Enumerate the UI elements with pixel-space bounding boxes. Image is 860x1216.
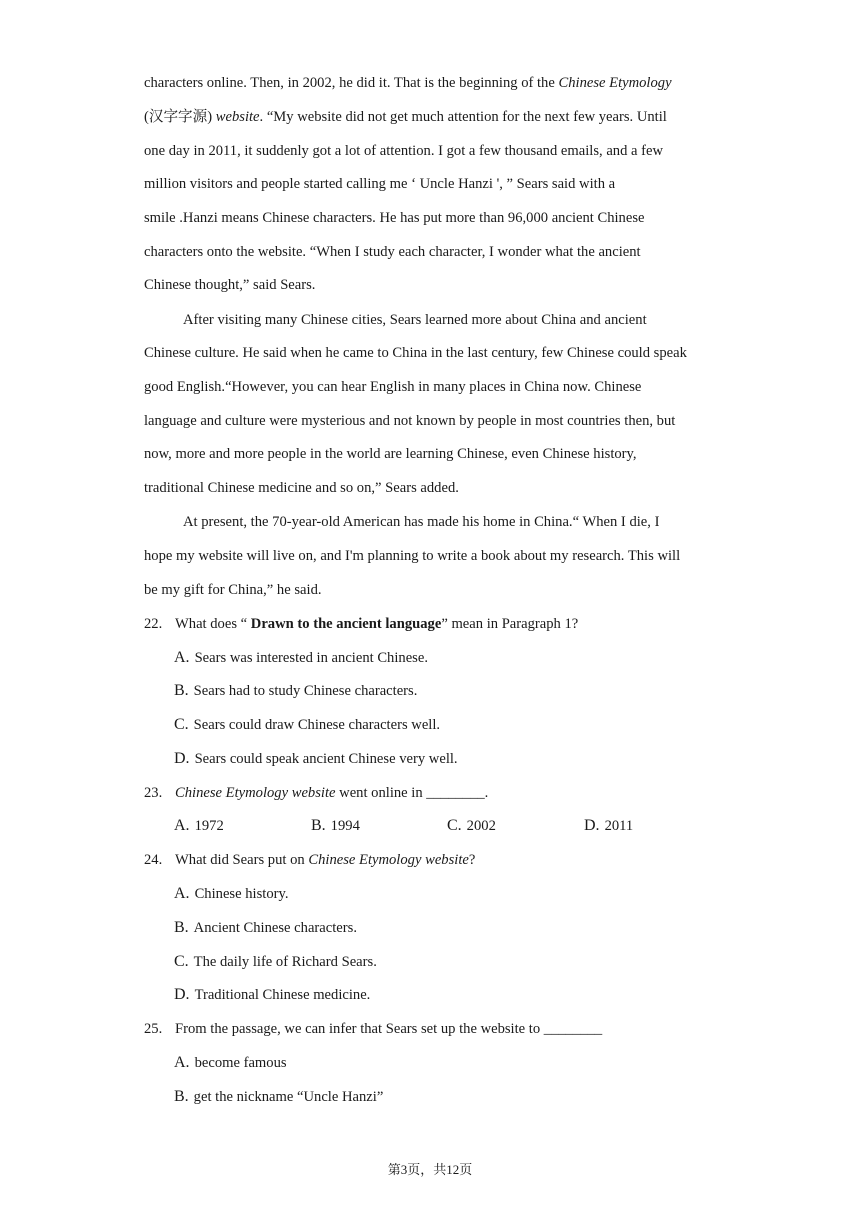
passage-line: be my gift for China,” he said. <box>144 582 322 598</box>
passage-line: good English.“However, you can hear English in many places in China now. Chinese <box>144 379 642 395</box>
option-24-b[interactable] <box>174 911 357 945</box>
option-22-b[interactable] <box>174 674 417 708</box>
passage-line: one day in 2011, it suddenly got a lot of attention. I got a few thousand emails, and a few <box>144 143 664 159</box>
passage-line: traditional Chinese medicine and so on,” Sears added. <box>144 480 459 496</box>
option-label: D. <box>174 986 190 1003</box>
option-text: Ancient Chinese characters. <box>193 920 357 936</box>
question-text: ? <box>468 852 476 868</box>
option-text: become famous <box>194 1055 287 1071</box>
italic-title: Chinese Etymology website <box>175 785 336 801</box>
question-number: 22. <box>144 616 163 632</box>
passage-line <box>144 66 672 100</box>
option-text: 2002 <box>466 818 496 834</box>
option-24-d[interactable] <box>174 978 370 1012</box>
question-text: What did Sears put on <box>175 852 309 868</box>
italic-title: Chinese Etymology website <box>308 852 469 868</box>
option-label: D. <box>174 750 190 767</box>
question-24 <box>144 843 475 877</box>
page-footer: 第3页，共12页 <box>387 1162 473 1177</box>
option-label: C. <box>174 953 189 970</box>
italic-title: website <box>215 109 260 125</box>
passage-line: characters onto the website. “When I study each character, I wonder what the ancient <box>144 244 641 260</box>
option-25-a[interactable] <box>174 1046 287 1080</box>
question-25 <box>144 1012 602 1046</box>
option-23-c[interactable] <box>447 809 496 843</box>
question-text: From the passage, we can infer that Sears set up the website to ________ <box>175 1021 603 1037</box>
option-label: B. <box>174 1088 189 1105</box>
option-text: Chinese history. <box>194 886 289 902</box>
question-number: 24. <box>144 852 163 868</box>
option-24-a[interactable] <box>174 877 288 911</box>
option-label: B. <box>174 682 189 699</box>
passage-line: smile .Hanzi means Chinese characters. He has put more than 96,000 ancient Chinese <box>144 210 645 226</box>
option-22-c[interactable] <box>174 708 440 742</box>
option-23-d[interactable] <box>584 809 633 843</box>
option-label: A. <box>174 1054 190 1071</box>
option-text: The daily life of Richard Sears. <box>193 954 377 970</box>
passage-line: After visiting many Chinese cities, Sears learned more about China and ancient <box>183 312 647 328</box>
italic-title: Chinese Etymology <box>558 75 672 91</box>
text-span: characters online. Then, in 2002, he did it. That is the beginning of the <box>144 75 559 91</box>
option-23-a[interactable] <box>174 809 224 843</box>
option-24-c[interactable] <box>174 945 377 979</box>
option-label: A. <box>174 649 190 666</box>
passage-line: hope my website will live on, and I'm planning to write a book about my research. This will <box>144 548 681 564</box>
question-text: went online in ________. <box>335 785 489 801</box>
passage-line: million visitors and people started calling me ‘ Uncle Hanzi ', ” Sears said with a <box>144 176 616 192</box>
option-text: 1972 <box>194 818 224 834</box>
option-25-b[interactable] <box>174 1080 383 1114</box>
options-row-23 <box>174 809 674 843</box>
option-text: Sears could speak ancient Chinese very well. <box>194 751 458 767</box>
option-text: Sears could draw Chinese characters well. <box>193 717 441 733</box>
option-label: A. <box>174 885 190 902</box>
text-span: . “My website did not get much attention for the next few years. Until <box>259 109 667 125</box>
option-text: Sears was interested in ancient Chinese. <box>194 650 428 666</box>
option-label: B. <box>311 817 326 834</box>
option-text: 1994 <box>330 818 360 834</box>
passage-line <box>144 100 667 134</box>
option-label: C. <box>447 817 462 834</box>
question-quote-bold: Drawn to the ancient language <box>250 616 442 632</box>
passage-line: Chinese thought,” said Sears. <box>144 277 316 293</box>
option-text: Sears had to study Chinese characters. <box>193 683 418 699</box>
option-label: C. <box>174 716 189 733</box>
passage-line: language and culture were mysterious and not known by people in most countries then, but <box>144 413 676 429</box>
option-label: D. <box>584 817 600 834</box>
option-label: A. <box>174 817 190 834</box>
question-23 <box>144 776 488 810</box>
passage-line: At present, the 70-year-old American has made his home in China.“ When I die, I <box>183 514 660 530</box>
option-23-b[interactable] <box>311 809 360 843</box>
option-22-d[interactable] <box>174 742 458 776</box>
question-text: What does “ <box>175 616 251 632</box>
option-text: Traditional Chinese medicine. <box>194 987 371 1003</box>
passage-line: now, more and more people in the world are learning Chinese, even Chinese history, <box>144 446 637 462</box>
option-22-a[interactable] <box>174 641 428 675</box>
passage-line: Chinese culture. He said when he came to China in the last century, few Chinese could speak <box>144 345 687 361</box>
option-text: get the nickname “Uncle Hanzi” <box>193 1089 384 1105</box>
question-number: 25. <box>144 1021 163 1037</box>
question-text: ” mean in Paragraph 1? <box>441 616 579 632</box>
question-22 <box>144 607 578 641</box>
text-span: (汉字字源) <box>144 109 216 125</box>
option-label: B. <box>174 919 189 936</box>
question-number: 23. <box>144 785 163 801</box>
option-text: 2011 <box>604 818 634 834</box>
